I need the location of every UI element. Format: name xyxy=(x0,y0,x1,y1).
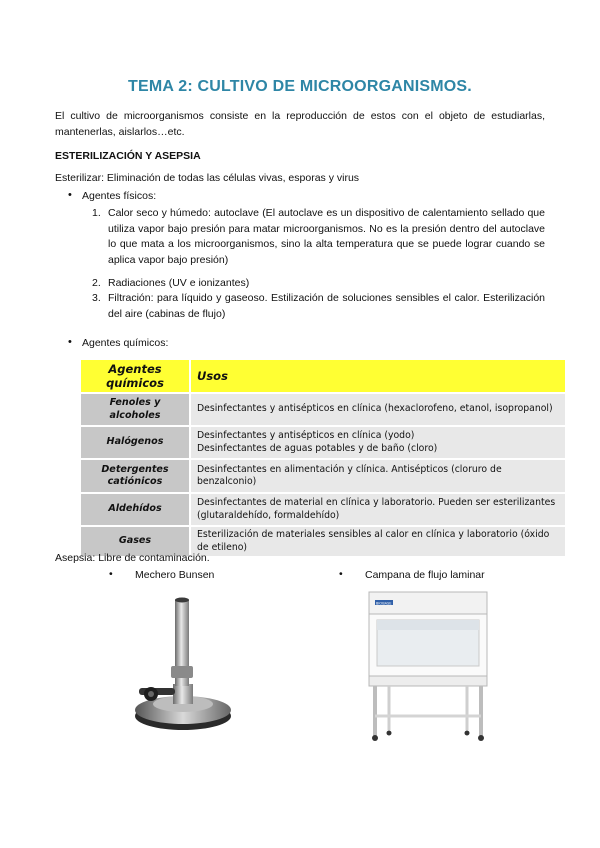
table-row xyxy=(81,459,565,493)
table-row xyxy=(81,426,565,459)
uses-line: Desinfectantes de aguas potables y de baño (cloro) xyxy=(197,442,438,454)
sterilize-definition: Esterilizar: Eliminación de todas las células vivas, esporas y virus xyxy=(55,172,360,184)
bunsen-burner-icon xyxy=(125,592,235,734)
agent-cell: Detergentes catiónicos xyxy=(81,459,190,493)
agent-cell: Gases xyxy=(81,526,190,556)
header-agent: Agentes químicos xyxy=(81,360,190,393)
physical-item-1 xyxy=(92,206,545,268)
bunsen-label xyxy=(109,568,215,581)
bullet-icon: • xyxy=(68,189,72,201)
bunsen-label-text: Mechero Bunsen xyxy=(135,569,215,581)
uses-cell xyxy=(190,426,565,459)
item-text: Filtración: para líquido y gaseoso. Estilización de soluciones sensibles el calor. Esterilización del aire (cabinas de flujo) xyxy=(108,292,545,320)
uses-cell: Desinfectantes y antisépticos en clínica (hexaclorofeno, etanol, isopropanol) xyxy=(190,393,565,426)
bullet-icon: • xyxy=(339,568,343,580)
item-number: 1. xyxy=(92,207,101,219)
physical-item-3 xyxy=(92,291,545,322)
chemical-agents-table xyxy=(81,360,565,556)
table-header-row xyxy=(81,360,565,393)
agent-cell: Aldehídos xyxy=(81,493,190,526)
table-row xyxy=(81,493,565,526)
cabinet-brand: BIOBASE xyxy=(376,601,392,606)
chemical-agents-bullet xyxy=(68,336,169,349)
laminar-flow-cabinet-icon xyxy=(363,590,493,742)
flow-hood-label xyxy=(339,568,485,581)
bullet-icon: • xyxy=(109,568,113,580)
uses-cell: Esterilización de materiales sensibles al calor en clínica y laboratorio (óxido de etileno) xyxy=(190,526,565,556)
table-row xyxy=(81,393,565,426)
agent-cell: Halógenos xyxy=(81,426,190,459)
item-number: 2. xyxy=(92,277,101,289)
uses-cell: Desinfectantes de material en clínica y laboratorio. Pueden ser esterilizantes (glutaraldehído, formaldehído) xyxy=(190,493,565,526)
physical-agents-label: Agentes físicos: xyxy=(82,190,157,202)
bullet-icon: • xyxy=(68,336,72,348)
uses-line: Desinfectantes y antisépticos en clínica (yodo) xyxy=(197,430,415,441)
item-text: Radiaciones (UV e ionizantes) xyxy=(108,277,250,289)
header-uses: Usos xyxy=(190,360,565,393)
agent-cell: Fenoles y alcoholes xyxy=(81,393,190,426)
flow-hood-label-text: Campana de flujo laminar xyxy=(365,569,485,581)
page-title: TEMA 2: CULTIVO DE MICROORGANISMOS. xyxy=(128,78,472,95)
intro-paragraph: El cultivo de microorganismos consiste en la reproducción de estos con el objeto de estudiarlas, mantenerlas, aislarlos…etc. xyxy=(55,110,545,138)
physical-item-2 xyxy=(92,276,545,292)
asepsia-definition: Asepsia: Libre de contaminación. xyxy=(55,552,210,564)
item-text: Calor seco y húmedo: autoclave (El autoclave es un dispositivo de calentamiento sellado que utiliza vapor bajo presión para matar microorganismos. No es la presión dentro del autoclave lo que mata a los microorganismos, sino la alta temperatura que se puede lograr cuando se aplica vapor bajo presión) xyxy=(108,207,545,266)
uses-cell: Desinfectantes en alimentación y clínica. Antisépticos (cloruro de benzalconio) xyxy=(190,459,565,493)
item-number: 3. xyxy=(92,292,101,304)
chemical-agents-label: Agentes químicos: xyxy=(82,337,169,349)
section-heading: ESTERILIZACIÓN Y ASEPSIA xyxy=(55,150,201,162)
physical-agents-bullet xyxy=(68,189,157,202)
